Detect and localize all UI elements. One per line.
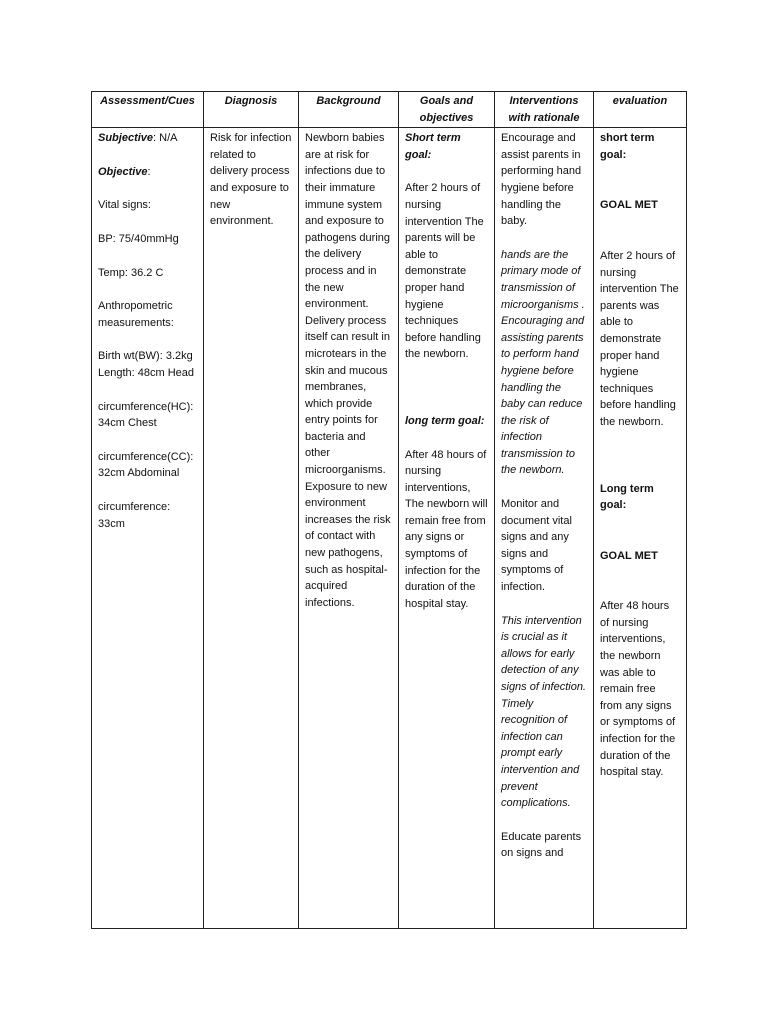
header-goals: Goals and objectives [399, 92, 495, 128]
birth-measurements: Birth wt(BW): 3.2kg Length: 48cm Head [98, 350, 195, 379]
diagnosis-cell [204, 128, 299, 929]
background-text: Newborn babies are at risk for infections due to their immature immune system and exposure to pathogens during the delivery process and in the new environment. Delivery process itself can result in microtears in the skin and mucous membranes, which provide entry points for bacteria and other microorganisms. Exposure to new environment increases the risk of contact with new pathogens, such as hospital-acquired infections. [305, 132, 391, 609]
intervention-3: Educate parents on signs and [501, 830, 582, 860]
rationale-1: hands are the primary mode of transmission of microorganisms . Encouraging and assisting parents to perform hand hygiene before handling the baby can reduce the risk of infection transmission to the newborn. [501, 248, 585, 477]
evaluation-cell [594, 128, 687, 929]
interventions-cell [495, 128, 594, 929]
long-term-goal-text: After 48 hours of nursing interventions, The newborn will remain free from any signs or symptoms of infection for the duration of the hospital stay. [405, 448, 488, 610]
objective-label: Objective [98, 165, 148, 178]
short-term-goal-label: Short term goal: [405, 132, 461, 161]
long-term-goal-label: long term goal: [405, 414, 485, 427]
nursing-care-plan-table [91, 91, 687, 929]
header-interventions: Interventions with rationale [495, 92, 594, 128]
anthropometric-label: Anthropometric measurements: [98, 300, 174, 329]
long-term-eval-text: After 48 hours of nursing interventions, the newborn was able to remain free from any signs or symptoms of infection for the duration of the hospital stay. [600, 600, 676, 779]
header-row [92, 92, 687, 128]
assessment-cell [92, 128, 204, 929]
rationale-2: This intervention is crucial as it allows for early detection of any signs of infection. Timely recognition of infection can prompt early intervention and prevent complications. [501, 614, 586, 810]
background-cell [299, 128, 399, 929]
header-diagnosis: Diagnosis [204, 92, 299, 128]
objective-colon: : [147, 165, 151, 178]
short-term-eval-label: short term goal: [600, 132, 655, 161]
chest-circumference: circumference(CC): 32cm Abdominal [98, 450, 194, 480]
head-circumference: circumference(HC): 34cm Chest [98, 400, 194, 430]
subjective-value: : N/A [153, 132, 178, 145]
bp-value: BP: 75/40mmHg [98, 232, 179, 245]
intervention-2: Monitor and document vital signs and any signs and symptoms of infection. [501, 498, 572, 594]
temp-value: Temp: 36.2 C [98, 266, 164, 279]
header-background: Background [299, 92, 399, 128]
long-term-eval-label: Long term goal: [600, 482, 654, 512]
diagnosis-text: Risk for infection related to delivery process and exposure to new environment. [210, 132, 292, 228]
vital-signs-label: Vital signs: [98, 199, 151, 212]
header-evaluation: evaluation [594, 92, 687, 128]
care-plan-row [92, 128, 687, 929]
goals-cell [399, 128, 495, 929]
short-term-goal-text: After 2 hours of nursing intervention The parents will be able to demonstrate proper hand hygiene techniques before handling the newborn. [405, 182, 484, 361]
abdominal-circumference: circumference: 33cm [98, 500, 171, 530]
subjective-label: Subjective [98, 132, 154, 145]
short-term-eval-text: After 2 hours of nursing intervention The parents was able to demonstrate proper hand hygiene techniques before handling the newborn. [600, 249, 679, 428]
long-term-goal-status: GOAL MET [600, 549, 658, 562]
header-assessment: Assessment/Cues [92, 92, 204, 128]
short-term-goal-status: GOAL MET [600, 199, 658, 212]
intervention-1: Encourage and assist parents in performing hand hygiene before handling the baby. [501, 132, 582, 228]
